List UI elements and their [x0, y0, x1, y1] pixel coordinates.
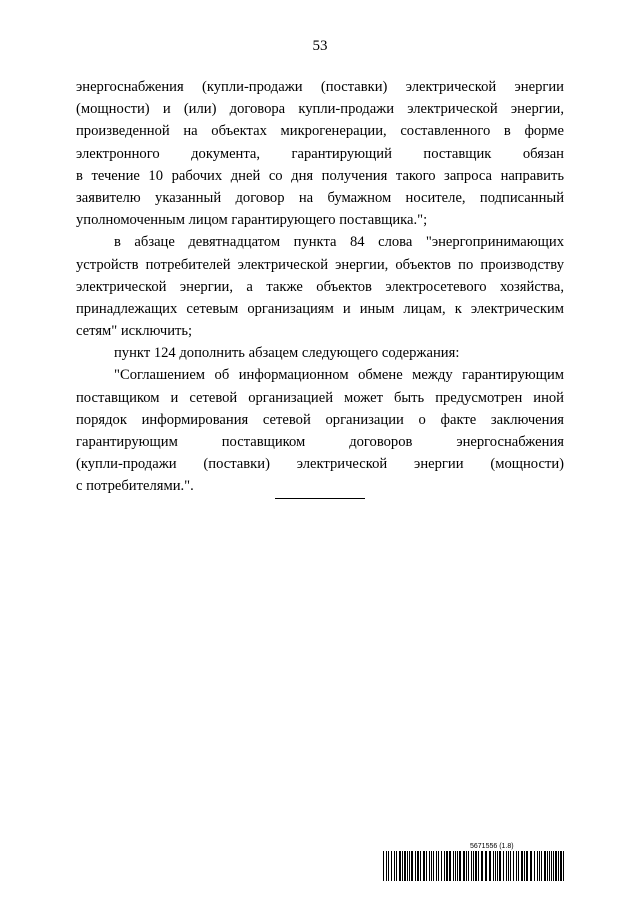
text-line: (мощности) и (или) договора купли-продажи электрической энергии,: [76, 101, 564, 118]
barcode-caption: 5671556 (1.8): [470, 843, 514, 850]
text-line: гарантирующим поставщиком договоров энергоснабжения: [76, 434, 564, 450]
barcode-icon: [383, 851, 565, 881]
text-line: с потребителями.".: [76, 478, 194, 495]
text-line: в течение 10 рабочих дней со дня получения такого запроса направить: [76, 167, 564, 184]
text-line: принадлежащих сетевым организациям и иным лицам, к электрическим: [76, 300, 564, 317]
text-line: сетям" исключить;: [76, 323, 193, 340]
separator-line: [275, 498, 365, 499]
text-line: пункт 124 дополнить абзацем следующего содержания:: [114, 345, 460, 362]
document-body: [76, 76, 564, 498]
text-line: уполномоченным лицом гарантирующего поставщика.";: [76, 212, 428, 229]
text-line: устройств потребителей электрической энергии, объектов по производству: [76, 256, 564, 273]
text-line: в абзаце девятнадцатом пункта 84 слова "энергопринимающих: [114, 234, 564, 251]
text-line: произведенной на объектах микрогенерации, составленного в форме: [76, 123, 564, 140]
text-line: "Соглашением об информационном обмене между гарантирующим: [114, 367, 564, 384]
text-line: заявителю указанный договор на бумажном носителе, подписанный: [76, 189, 564, 206]
page-number: 53: [312, 38, 328, 54]
text-line: порядок информирования сетевой организации о факте заключения: [76, 411, 564, 428]
text-line: электронного документа, гарантирующий поставщик обязан: [76, 145, 564, 162]
text-line: энергоснабжения (купли-продажи (поставки) электрической энергии: [76, 79, 564, 95]
text-line: электрической энергии, а также объектов электросетевого хозяйства,: [76, 278, 564, 295]
text-line: (купли-продажи (поставки) электрической энергии (мощности): [76, 456, 564, 473]
text-line: поставщиком и сетевой организацией может быть предусмотрен иной: [76, 389, 564, 406]
